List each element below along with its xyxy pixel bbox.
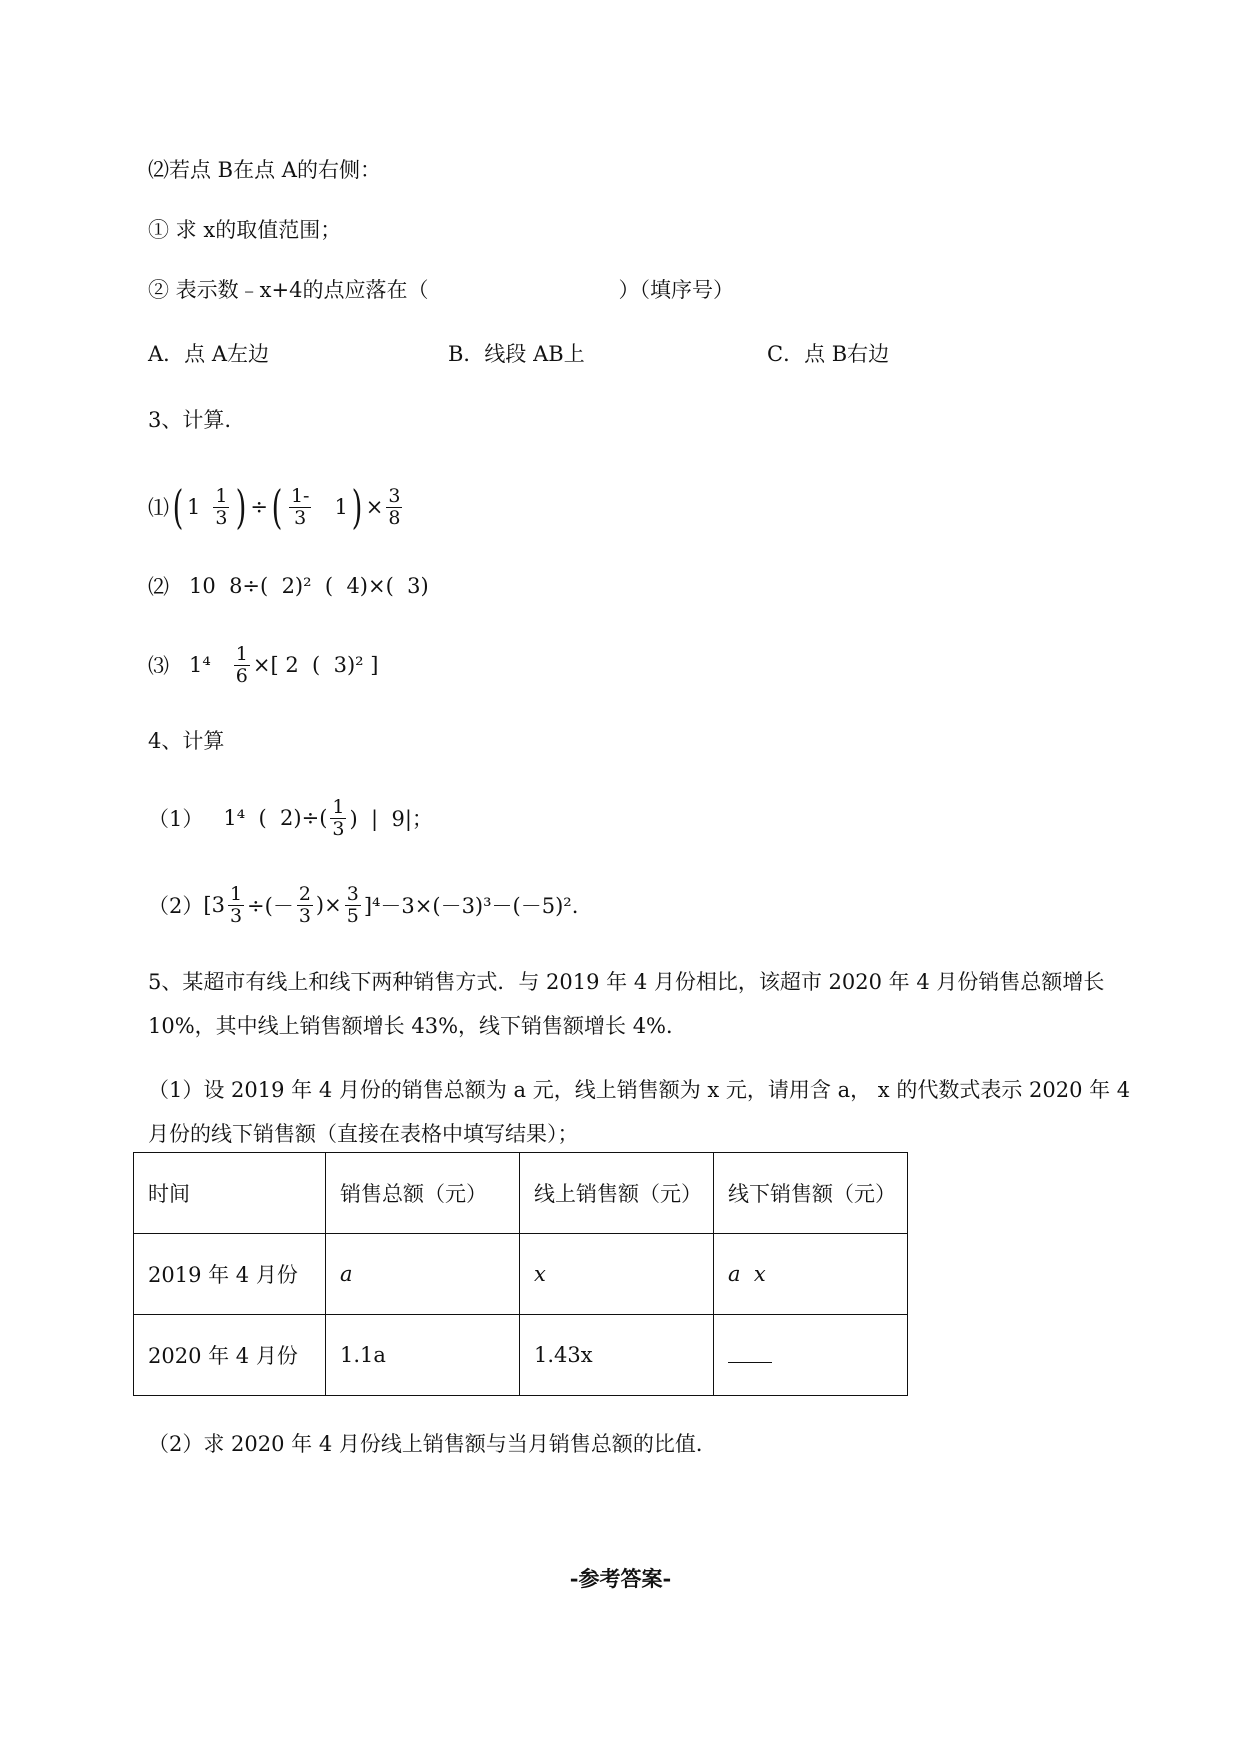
- table-cell: 1.43x: [520, 1315, 714, 1396]
- q4-p1-label: （1）: [148, 807, 204, 831]
- q3-p1-a: 1: [186, 495, 201, 519]
- q5-sub1: （1）设 2019 年 4 月份的销售总额为 a 元，线上销售额为 x 元，请用含 a， x 的代数式表示 2020 年 4 月份的线下销售额（直接在表格中填写结果）；: [148, 1078, 1131, 1146]
- q4-p2-tail: ]⁴－3×(－3)³－(－5)².: [363, 894, 579, 918]
- sales-table: [133, 1152, 908, 1396]
- fraction: $\frac{3}{5}$: [346, 882, 359, 927]
- q3-expression-3: [148, 635, 378, 695]
- table-row: [134, 1234, 908, 1315]
- fraction: $\frac{3}{8}$: [388, 484, 401, 529]
- table-cell: a: [326, 1234, 520, 1315]
- q4-p2-open: [3: [203, 893, 225, 917]
- fraction: $\frac{1}{3}$: [332, 795, 345, 840]
- answer-blank: [728, 1342, 772, 1363]
- q4-p2-mid: ÷(－: [247, 894, 294, 918]
- table-cell: 2019 年 4 月份: [134, 1234, 326, 1315]
- q4-p2-label: （2）: [148, 894, 204, 918]
- left-paren: (: [172, 480, 184, 534]
- q3-title: 3、计算.: [148, 408, 232, 432]
- table-cell: [714, 1315, 908, 1396]
- table-header: 线上销售额（元）: [520, 1153, 714, 1234]
- table-header-row: [134, 1153, 908, 1234]
- table-header: 时间: [134, 1153, 326, 1234]
- fraction: $\frac{1}{3}$: [215, 484, 228, 529]
- fraction: $\frac{2}{3}$: [298, 882, 311, 927]
- fraction: $\frac{1-}{3}$: [290, 484, 310, 529]
- q3-p3-a: 1⁴: [189, 653, 211, 677]
- q4-expression-2: [148, 875, 578, 935]
- divide-sign: ÷: [250, 495, 268, 519]
- q2-item2: [148, 276, 734, 304]
- table-cell: x: [520, 1234, 714, 1315]
- q5-sub2: （2）求 2020 年 4 月份线上销售额与当月销售总额的比值．: [148, 1432, 717, 1456]
- table-cell: 1.1a: [326, 1315, 520, 1396]
- q3-p1-label: ⑴: [148, 496, 169, 520]
- q4-expression-1: [148, 788, 433, 848]
- table-cell: 2020 年 4 月份: [134, 1315, 326, 1396]
- table-row: [134, 1315, 908, 1396]
- times-sign: ×: [365, 495, 384, 519]
- fraction: $\frac{1}{6}$: [235, 642, 248, 687]
- q3-p1-c: 1: [334, 495, 348, 519]
- q2-part2-intro: ⑵若点 B在点 A的右侧：: [148, 158, 381, 182]
- q4-p1-a: 1⁴ ( 2)÷(: [223, 806, 328, 830]
- q3-p3-label: ⑶: [148, 654, 169, 678]
- q4-title: 4、计算: [148, 729, 225, 753]
- option-c: C．点 B右边: [767, 342, 890, 366]
- q2-item1: ① 求 x的取值范围；: [148, 218, 342, 242]
- table-header: 销售总额（元）: [326, 1153, 520, 1234]
- q3-p2-expr: 10 8÷( 2)² ( 4)×( 3): [189, 574, 429, 598]
- q5-text: 5、某超市有线上和线下两种销售方式．与 2019 年 4 月份相比，该超市 2020 年 4 月份销售总额增长 10%，其中线上销售额增长 43%，线下销售额增长 4%．: [148, 970, 1105, 1038]
- fraction: $\frac{1}{3}$: [229, 882, 243, 927]
- answer-section-title: -参考答案-: [569, 1566, 672, 1591]
- table-header: 线下销售额（元）: [714, 1153, 908, 1234]
- q3-expression-2: [148, 556, 429, 616]
- q4-p1-b: ) | 9|；: [349, 807, 433, 831]
- q2-item2-prefix: ② 表示数﹣x+4的点应落在（: [148, 278, 429, 302]
- right-paren: ): [351, 480, 363, 534]
- right-paren: ): [236, 480, 247, 534]
- table-cell: a x: [714, 1234, 908, 1315]
- q2-item2-suffix: ）（填序号）: [618, 278, 734, 302]
- q3-expression-1: [148, 477, 405, 537]
- option-a: A．点 A左边: [148, 342, 270, 366]
- option-b: B．线段 AB上: [448, 342, 585, 366]
- left-paren: (: [271, 480, 283, 534]
- q3-p3-rest: ×[ 2 ( 3)² ]: [252, 653, 379, 677]
- q4-p2-mid2: )×: [315, 893, 342, 917]
- q3-p2-label: ⑵: [148, 575, 169, 599]
